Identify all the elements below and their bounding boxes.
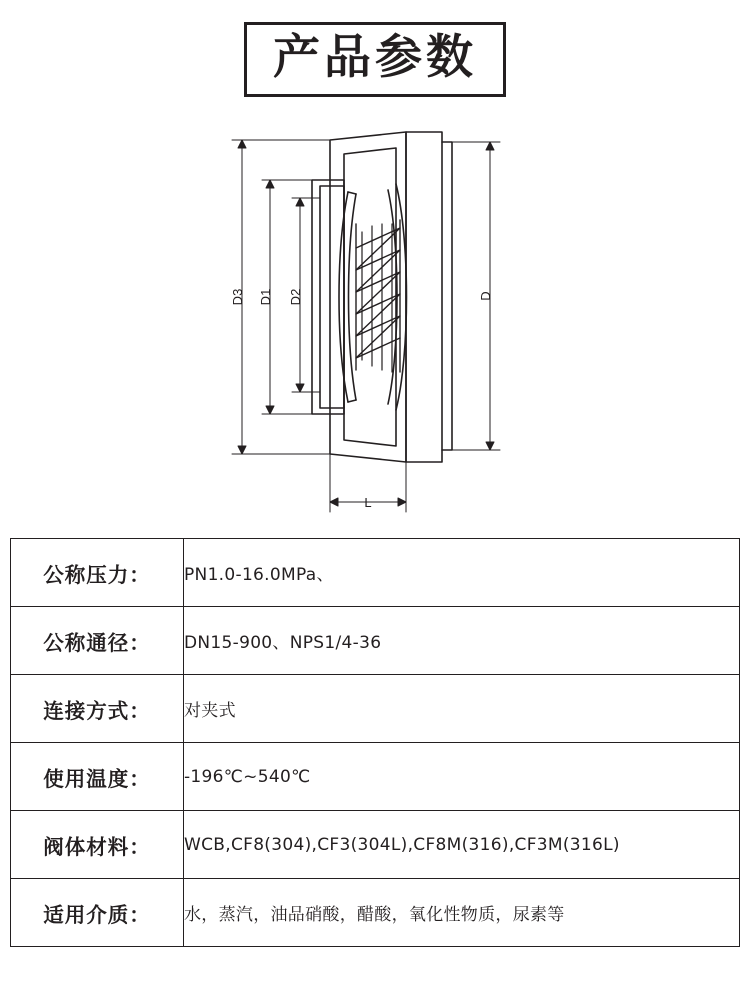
dimension-label-l: L	[364, 495, 372, 510]
spec-label-body-material: 阀体材料：	[11, 811, 184, 879]
page-title: 产品参数	[273, 30, 477, 85]
dimension-label-d2: D2	[288, 288, 303, 306]
spec-value-body-material: WCB,CF8(304),CF3(304L),CF8M(316),CF3M(316L)	[184, 811, 740, 879]
spec-value-nominal-diameter: DN15-900、NPS1/4-36	[184, 607, 740, 675]
spec-value-applicable-medium: 水，蒸汽，油品硝酸，醋酸，氧化性物质，尿素等	[184, 879, 740, 947]
table-row	[11, 743, 740, 811]
table-row	[11, 675, 740, 743]
product-spec-table	[10, 538, 740, 947]
page-title-container	[0, 22, 750, 97]
page-title-box	[244, 22, 506, 97]
table-row	[11, 811, 740, 879]
dimension-label-d: D	[478, 291, 493, 301]
spec-label-nominal-diameter: 公称通径：	[11, 607, 184, 675]
spec-label-applicable-medium: 适用介质：	[11, 879, 184, 947]
valve-cross-section-drawing	[0, 120, 750, 530]
spec-value-working-temperature: -196℃~540℃	[184, 743, 740, 811]
dimension-label-d1: D1	[258, 288, 273, 306]
table-row	[11, 539, 740, 607]
table-row	[11, 879, 740, 947]
spec-value-connection-type: 对夹式	[184, 675, 740, 743]
spec-label-connection-type: 连接方式：	[11, 675, 184, 743]
table-row	[11, 607, 740, 675]
spec-label-nominal-pressure: 公称压力：	[11, 539, 184, 607]
spec-label-working-temperature: 使用温度：	[11, 743, 184, 811]
dimension-label-d3: D3	[230, 288, 245, 306]
spec-value-nominal-pressure: PN1.0-16.0MPa、	[184, 539, 740, 607]
